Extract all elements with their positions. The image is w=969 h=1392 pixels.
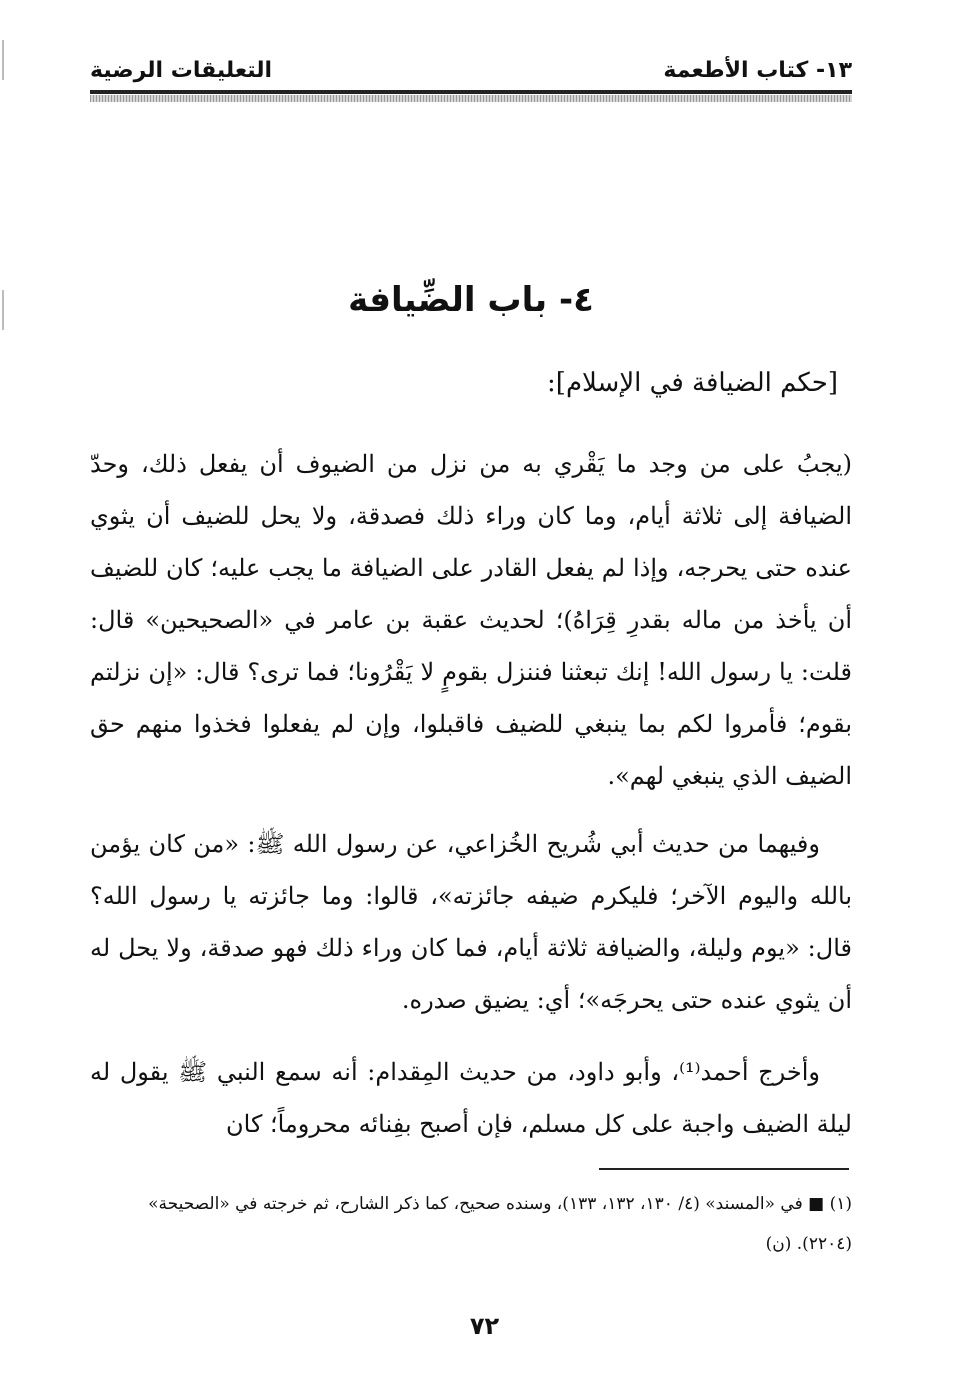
footnotes: [90, 1184, 852, 1264]
body-paragraph: وفيهما من حديث أبي شُريح الخُزاعي، عن رسول الله ﷺ: «من كان يؤمن بالله واليوم الآخر؛ فليكرم ضيفه جائزته»، قالوا: وما جائزته يا رسول الله؟ قال: «يوم وليلة، والضيافة ثلاثة أيام، فما كان وراء ذلك فهو صدقة، ولا يحل له أن يثوي عنده حتى يحرجَه»؛ أي: يضيق صدره.: [90, 830, 852, 1014]
chapter-title: ٤- باب الضِّيافة: [348, 280, 594, 320]
header-rule: [90, 90, 852, 94]
section-heading: [حكم الضيافة في الإسلام]:: [547, 368, 838, 398]
header-rule-shade: [90, 95, 852, 102]
body-paragraph: (يجبُ على من وجد ما يَقْري به من نزل من الضيوف أن يفعل ذلك، وحدّ الضيافة إلى ثلاثة أيام، وما كان وراء ذلك فصدقة، ولا يحل للضيف أن يثوي عنده حتى يحرجه، وإذا لم يفعل القادر على الضيافة ما يجب عليه؛ كان للضيف أن يأخذ من ماله بقدرِ قِرَاهُ)؛ لحديث عقبة بن عامر في «الصحيحين» قال: قلت: يا رسول الله! إنك تبعثنا فننزل بقومٍ لا يَقْرُونا؛ فما ترى؟ قال: «إن نزلتم بقوم؛ فأمروا لكم بما ينبغي للضيف فاقبلوا، وإن لم يفعلوا فخذوا منهم حق الضيف الذي ينبغي لهم».: [90, 450, 852, 790]
page-number: ٧٢: [469, 1312, 500, 1340]
header-book-title: التعليقات الرضية: [90, 58, 273, 83]
header-chapter-label: ١٣- كتاب الأطعمة: [663, 58, 852, 83]
scan-edge-mark: [2, 290, 4, 330]
scan-edge-mark: [2, 40, 4, 80]
footnote: (١) ■ في «المسند» (٤/ ١٣٠، ١٣٢، ١٣٣)، وسنده صحيح، كما ذكر الشارح، ثم خرجته في «الصحيحة» (٢٢٠٤). (ن): [148, 1194, 852, 1254]
body-paragraph: وأخرج أحمد⁽¹⁾، وأبو داود، من حديث المِقدام: أنه سمع النبي ﷺ يقول له ليلة الضيف واجبة على كل مسلم، فإن أصبح بفِنائه محروماً؛ كان: [90, 1058, 852, 1138]
footnote-rule: [599, 1168, 849, 1170]
running-header: [90, 50, 852, 90]
